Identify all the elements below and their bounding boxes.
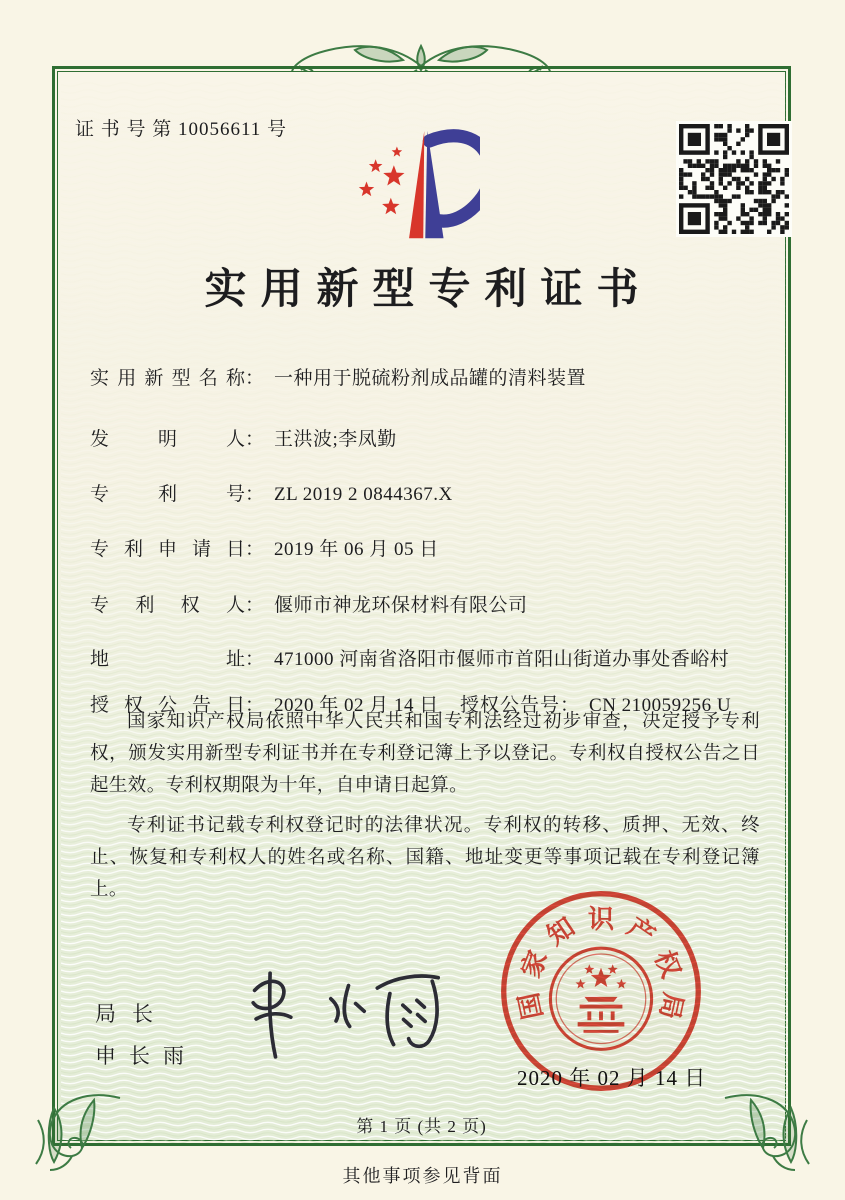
field-value: 一种用于脱硫粉剂成品罐的清料装置 xyxy=(274,368,587,389)
svg-text:国: 国 xyxy=(514,990,548,1022)
field-label: 授权公告号 xyxy=(460,695,561,716)
certificate-title: 实用新型专利证书 xyxy=(204,267,653,313)
field-colon: ： xyxy=(245,595,265,616)
svg-text:产: 产 xyxy=(622,912,660,952)
field-value: ZL 2019 2 0844367.X xyxy=(274,484,453,505)
field-value: 2019 年 06 月 05 日 xyxy=(274,539,439,560)
logo-cone-left-icon xyxy=(409,131,424,238)
field-label: 发明人 xyxy=(90,429,245,450)
legal-text xyxy=(90,706,760,906)
field-value: CN 210059256 U xyxy=(589,695,732,716)
certificate-number: 证 书 号 第 10056611 号 xyxy=(75,119,288,140)
field-value: 471000 河南省洛阳市偃师市首阳山街道办事处香峪村 xyxy=(274,649,730,670)
field-value: 王洪波;李凤勤 xyxy=(274,429,397,450)
svg-text:家: 家 xyxy=(516,946,554,982)
certificate-border xyxy=(52,66,791,1146)
field-row-patent-number xyxy=(90,479,453,506)
svg-text:识: 识 xyxy=(587,904,615,934)
director-signature-icon xyxy=(225,955,455,1063)
field-colon: ： xyxy=(560,695,580,716)
officer-name: 申长雨 xyxy=(95,1044,197,1068)
field-colon: ： xyxy=(245,429,265,450)
svg-text:知: 知 xyxy=(542,912,580,952)
officer-title: 局长 xyxy=(95,1002,169,1026)
field-row-filing-date xyxy=(90,534,439,561)
logo-cone-right-icon xyxy=(425,131,443,238)
svg-text:局: 局 xyxy=(654,990,688,1022)
cnipa-logo xyxy=(328,118,480,246)
svg-text:权: 权 xyxy=(648,946,686,982)
field-row-name xyxy=(90,363,586,390)
field-value: 偃师市神龙环保材料有限公司 xyxy=(274,595,528,616)
field-colon: ： xyxy=(245,484,265,505)
field-label: 专利号 xyxy=(90,484,245,505)
logo-stars-icon xyxy=(359,147,405,215)
field-row-inventor xyxy=(90,424,397,451)
field-label: 授权公告日 xyxy=(90,695,245,716)
field-row-address xyxy=(90,644,729,671)
field-colon: ： xyxy=(245,649,265,670)
field-label: 专利申请日 xyxy=(90,539,245,560)
field-colon: ： xyxy=(245,368,265,389)
field-label: 实用新型名称 xyxy=(90,368,245,389)
field-value: 2020 年 02 月 14 日 xyxy=(274,695,439,716)
field-row-patentee xyxy=(90,590,528,617)
back-side-note: 其他事项参见背面 xyxy=(342,1166,503,1186)
field-colon: ： xyxy=(245,539,265,560)
seal-date: 2020 年 02 月 14 日 xyxy=(517,1066,707,1090)
legal-paragraph-2: 专利证书记载专利权登记时的法律状况。专利权的转移、质押、无效、终止、恢复和专利权人的姓名或名称、国籍、地址变更等事项记载在专利登记簿上。 xyxy=(90,816,760,900)
qr-code-icon xyxy=(676,121,792,237)
legal-paragraph-1: 国家知识产权局依照中华人民共和国专利法经过初步审查，决定授予专利权，颁发实用新型专利证书并在专利登记簿上予以登记。专利权自授权公告之日起生效。专利权期限为十年，自申请日起算。 xyxy=(90,712,760,796)
field-label: 地址 xyxy=(90,649,245,670)
field-colon: ： xyxy=(245,695,265,716)
field-label: 专利权人 xyxy=(90,595,245,616)
page-number: 第 1 页 (共 2 页) xyxy=(356,1117,487,1136)
